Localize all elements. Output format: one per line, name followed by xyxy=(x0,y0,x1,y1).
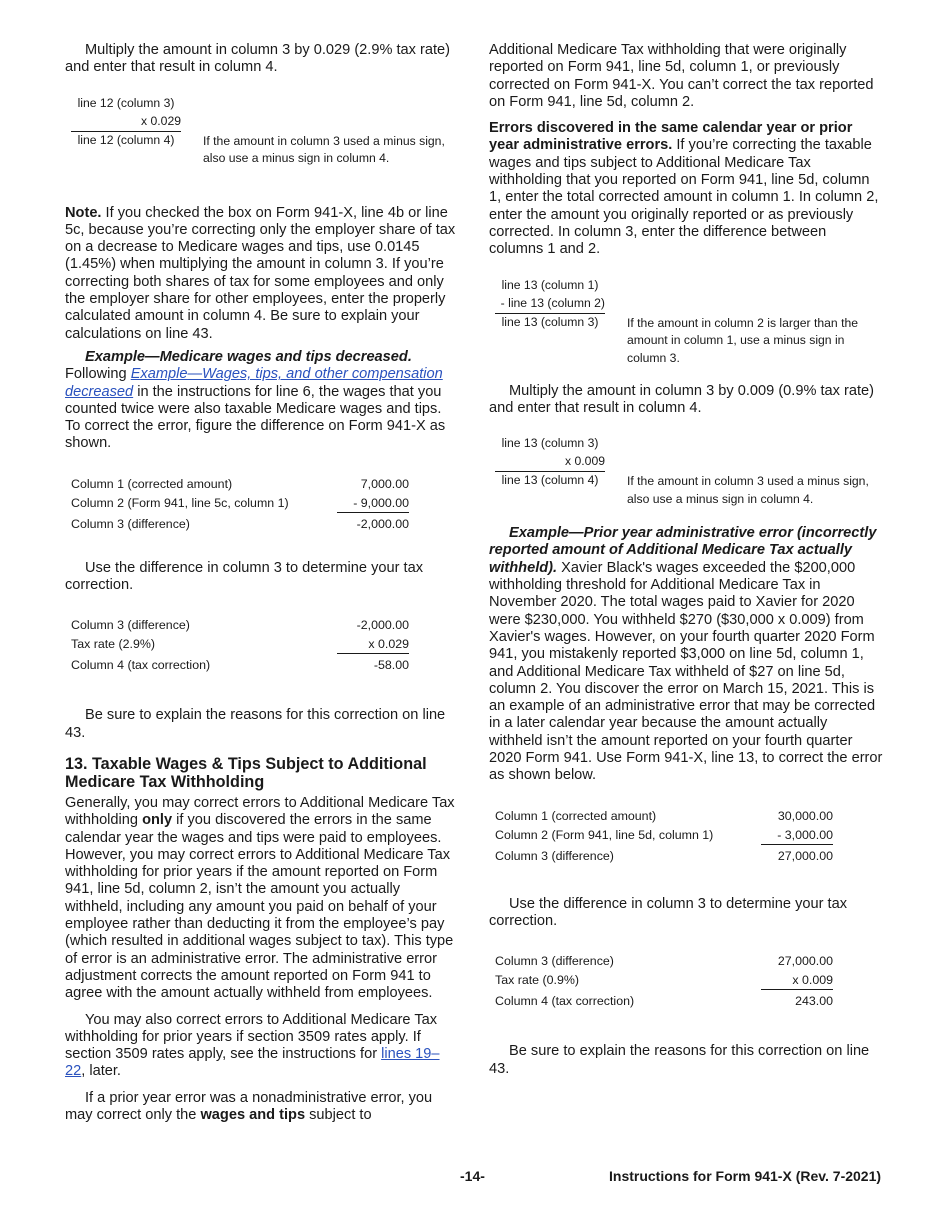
table-row: Column 1 (corrected amount) 30,000.00 xyxy=(495,808,833,823)
page-number: -14- xyxy=(460,1168,485,1184)
calc-line-c: line 13 (column 4) xyxy=(501,473,599,488)
note-label: Note. xyxy=(65,204,102,221)
section-heading: 13. Taxable Wages & Tips Subject to Additional Medicare Tax Withholding xyxy=(65,754,427,792)
errors-title: Errors discovered in the same calendar year or prior year administrative errors. xyxy=(489,120,853,154)
continued-paragraph: Additional Medicare Tax withholding that were originally reported on Form 941, line 5d, column 1, or previously corrected on Form 941-X. You can’t correct the tax reported on Form 941, line 5d, column 2. xyxy=(489,42,874,110)
right-column xyxy=(489,42,883,1078)
lines-19-22-link[interactable]: lines 19–22 xyxy=(65,1046,440,1080)
calc-line-12 xyxy=(65,95,459,166)
table-row: Column 2 (Form 941, line 5d, column 1) - 3,000.00 xyxy=(489,826,883,845)
generally-paragraph: Generally, you may correct errors to Additional Medicare Tax withholding only if you discovered the errors in the same calendar year the wages and tips were paid to employees. However, you may correct errors to Additional Medicare Tax withholding for prior years if the amount reported on Form 941, line 5d, column 2, isn’t the amount you actually withheld, including any amount you paid on behalf of your employee rather than deducting it from the employee’s pay (which resulted in additional wages subject to tax). This type of error is an administrative error. The administrative error adjustment corrects the amount reported on Form 941 to agree with the amount actually withheld from employees. xyxy=(65,794,455,1002)
errors-paragraph: Errors discovered in the same calendar year or prior year administrative errors. If you’re correcting the taxable wages and tips subject to Additional Medicare Tax withholding that you reported on Form 941, line 5d, column 1, enter the total corrected amount in column 1. In column 2, enter the amount you originally reported or as previously corrected. In column 3, enter the difference between columns 1 and 2. xyxy=(489,120,879,258)
calc-line-a: line 13 (column 3) xyxy=(501,436,599,451)
table-row: Column 1 (corrected amount) 7,000.00 xyxy=(71,476,409,491)
calc-note: If the amount in column 2 is larger than the amount in column 1, use a minus sign in column 3. xyxy=(627,315,859,365)
calc-line-b: x 0.029 xyxy=(71,113,181,132)
explain-paragraph: Be sure to explain the reasons for this correction on line 43. xyxy=(65,707,446,741)
calc-line-c: line 12 (column 4) xyxy=(77,132,175,147)
table-row: Column 3 (difference) -2,000.00 xyxy=(71,516,409,531)
footer-title: Instructions for Form 941-X (Rev. 7-2021) xyxy=(609,1168,882,1184)
table-row: Tax rate (2.9%) x 0.029 xyxy=(65,635,459,654)
calc-line-13-diff xyxy=(489,277,883,363)
note-paragraph: Note. If you checked the box on Form 941-X, line 4b or line 5c, because you’re correcting only the employer share of tax on a decrease to Medicare wages and tips, use 0.0145 (1.45%) when multiplying the amount in column 3. If you’re correcting both shares of tax for some employees and only the employer share for other employees, enter the properly calculated amount in column 4. Be sure to explain your calculations on line 43. xyxy=(65,204,456,342)
use-difference-paragraph: Use the difference in column 3 to determine your tax correction. xyxy=(489,895,848,929)
table-row: Column 4 (tax correction) -58.00 xyxy=(71,658,409,673)
table-row: Tax rate (0.9%) x 0.009 xyxy=(489,971,883,990)
multiply-paragraph: Multiply the amount in column 3 by 0.009 (0.9% tax rate) and enter that result in column 4. xyxy=(489,382,875,416)
table-row: Column 2 (Form 941, line 5c, column 1) - 9,000.00 xyxy=(65,494,459,513)
calc-line-b: - line 13 (column 2) xyxy=(495,295,605,314)
multiply-paragraph: Multiply the amount in column 3 by 0.029 (2.9% tax rate) and enter that result in column 4. xyxy=(65,42,451,76)
table-corrected xyxy=(65,475,459,534)
example-link[interactable]: Example—Wages, tips, and other compensation decreased xyxy=(65,366,443,400)
table-tax-correction xyxy=(489,952,883,1011)
left-column xyxy=(65,42,459,1124)
use-difference-paragraph: Use the difference in column 3 to determine your tax correction. xyxy=(65,559,424,594)
example-paragraph: Example—Prior year administrative error (incorrectly reported amount of Additional Medicare Tax actually withheld). Xavier Black's wages exceeded the $200,000 withholding threshold for Additional Medicare Tax in November 2020. The total wages paid to Xavier for 2020 were $230,000. You withheld $270 ($30,000 x 0.009) from Xavier's wages. However, on your fourth quarter 2020 Form 941, you mistakenly reported $3,000 on line 5d, column 1, and Additional Medicare Tax withheld of $27 on line 5d, column 2. You discover the error on March 15, 2021. This is an example of an administrative error that may be corrected in a later calendar year because the amount actually withheld isn’t the amount reported on your fourth quarter 2020 Form 941. Use Form 941-X, line 13, to correct the error as shown below. xyxy=(489,525,883,784)
prior-year-paragraph: If a prior year error was a nonadministrative error, you may correct only the wages and tips subject to xyxy=(65,1089,433,1123)
table-row: Column 4 (tax correction) 243.00 xyxy=(495,994,833,1009)
calc-line-a: line 13 (column 1) xyxy=(501,277,599,292)
section-3509-paragraph: You may also correct errors to Additional Medicare Tax withholding for prior years if section 3509 rates apply. If section 3509 rates apply, see the instructions for lines 19–22, later. xyxy=(65,1011,440,1080)
explain-paragraph: Be sure to explain the reasons for this correction on line 43. xyxy=(489,1043,870,1077)
calc-line-13-tax xyxy=(489,435,883,506)
table-row: Column 3 (difference) -2,000.00 xyxy=(71,618,409,633)
calc-note: If the amount in column 3 used a minus sign, also use a minus sign in column 4. xyxy=(203,133,445,166)
table-corrected xyxy=(489,807,883,866)
table-row: Column 3 (difference) 27,000.00 xyxy=(495,848,833,863)
table-row: Column 3 (difference) 27,000.00 xyxy=(495,954,833,969)
calc-line-c: line 13 (column 3) xyxy=(501,314,599,329)
example-title: Example—Medicare wages and tips decreased. xyxy=(85,348,412,365)
calc-note: If the amount in column 3 used a minus sign, also use a minus sign in column 4. xyxy=(627,474,869,506)
table-tax-correction xyxy=(65,616,459,675)
example-title: Example—Prior year administrative error (incorrectly reported amount of Additional Medicare Tax actually withheld). xyxy=(489,525,877,576)
example-paragraph: Example—Medicare wages and tips decreased. Following Example—Wages, tips, and other compensation decreased in the instructions for line 6, the wages that you counted twice were also taxable Medicare wages and tips. To correct the error, figure the difference on Form 941-X as shown. xyxy=(65,348,446,452)
calc-line-b: x 0.009 xyxy=(495,453,605,472)
calc-line-a: line 12 (column 3) xyxy=(77,95,175,110)
